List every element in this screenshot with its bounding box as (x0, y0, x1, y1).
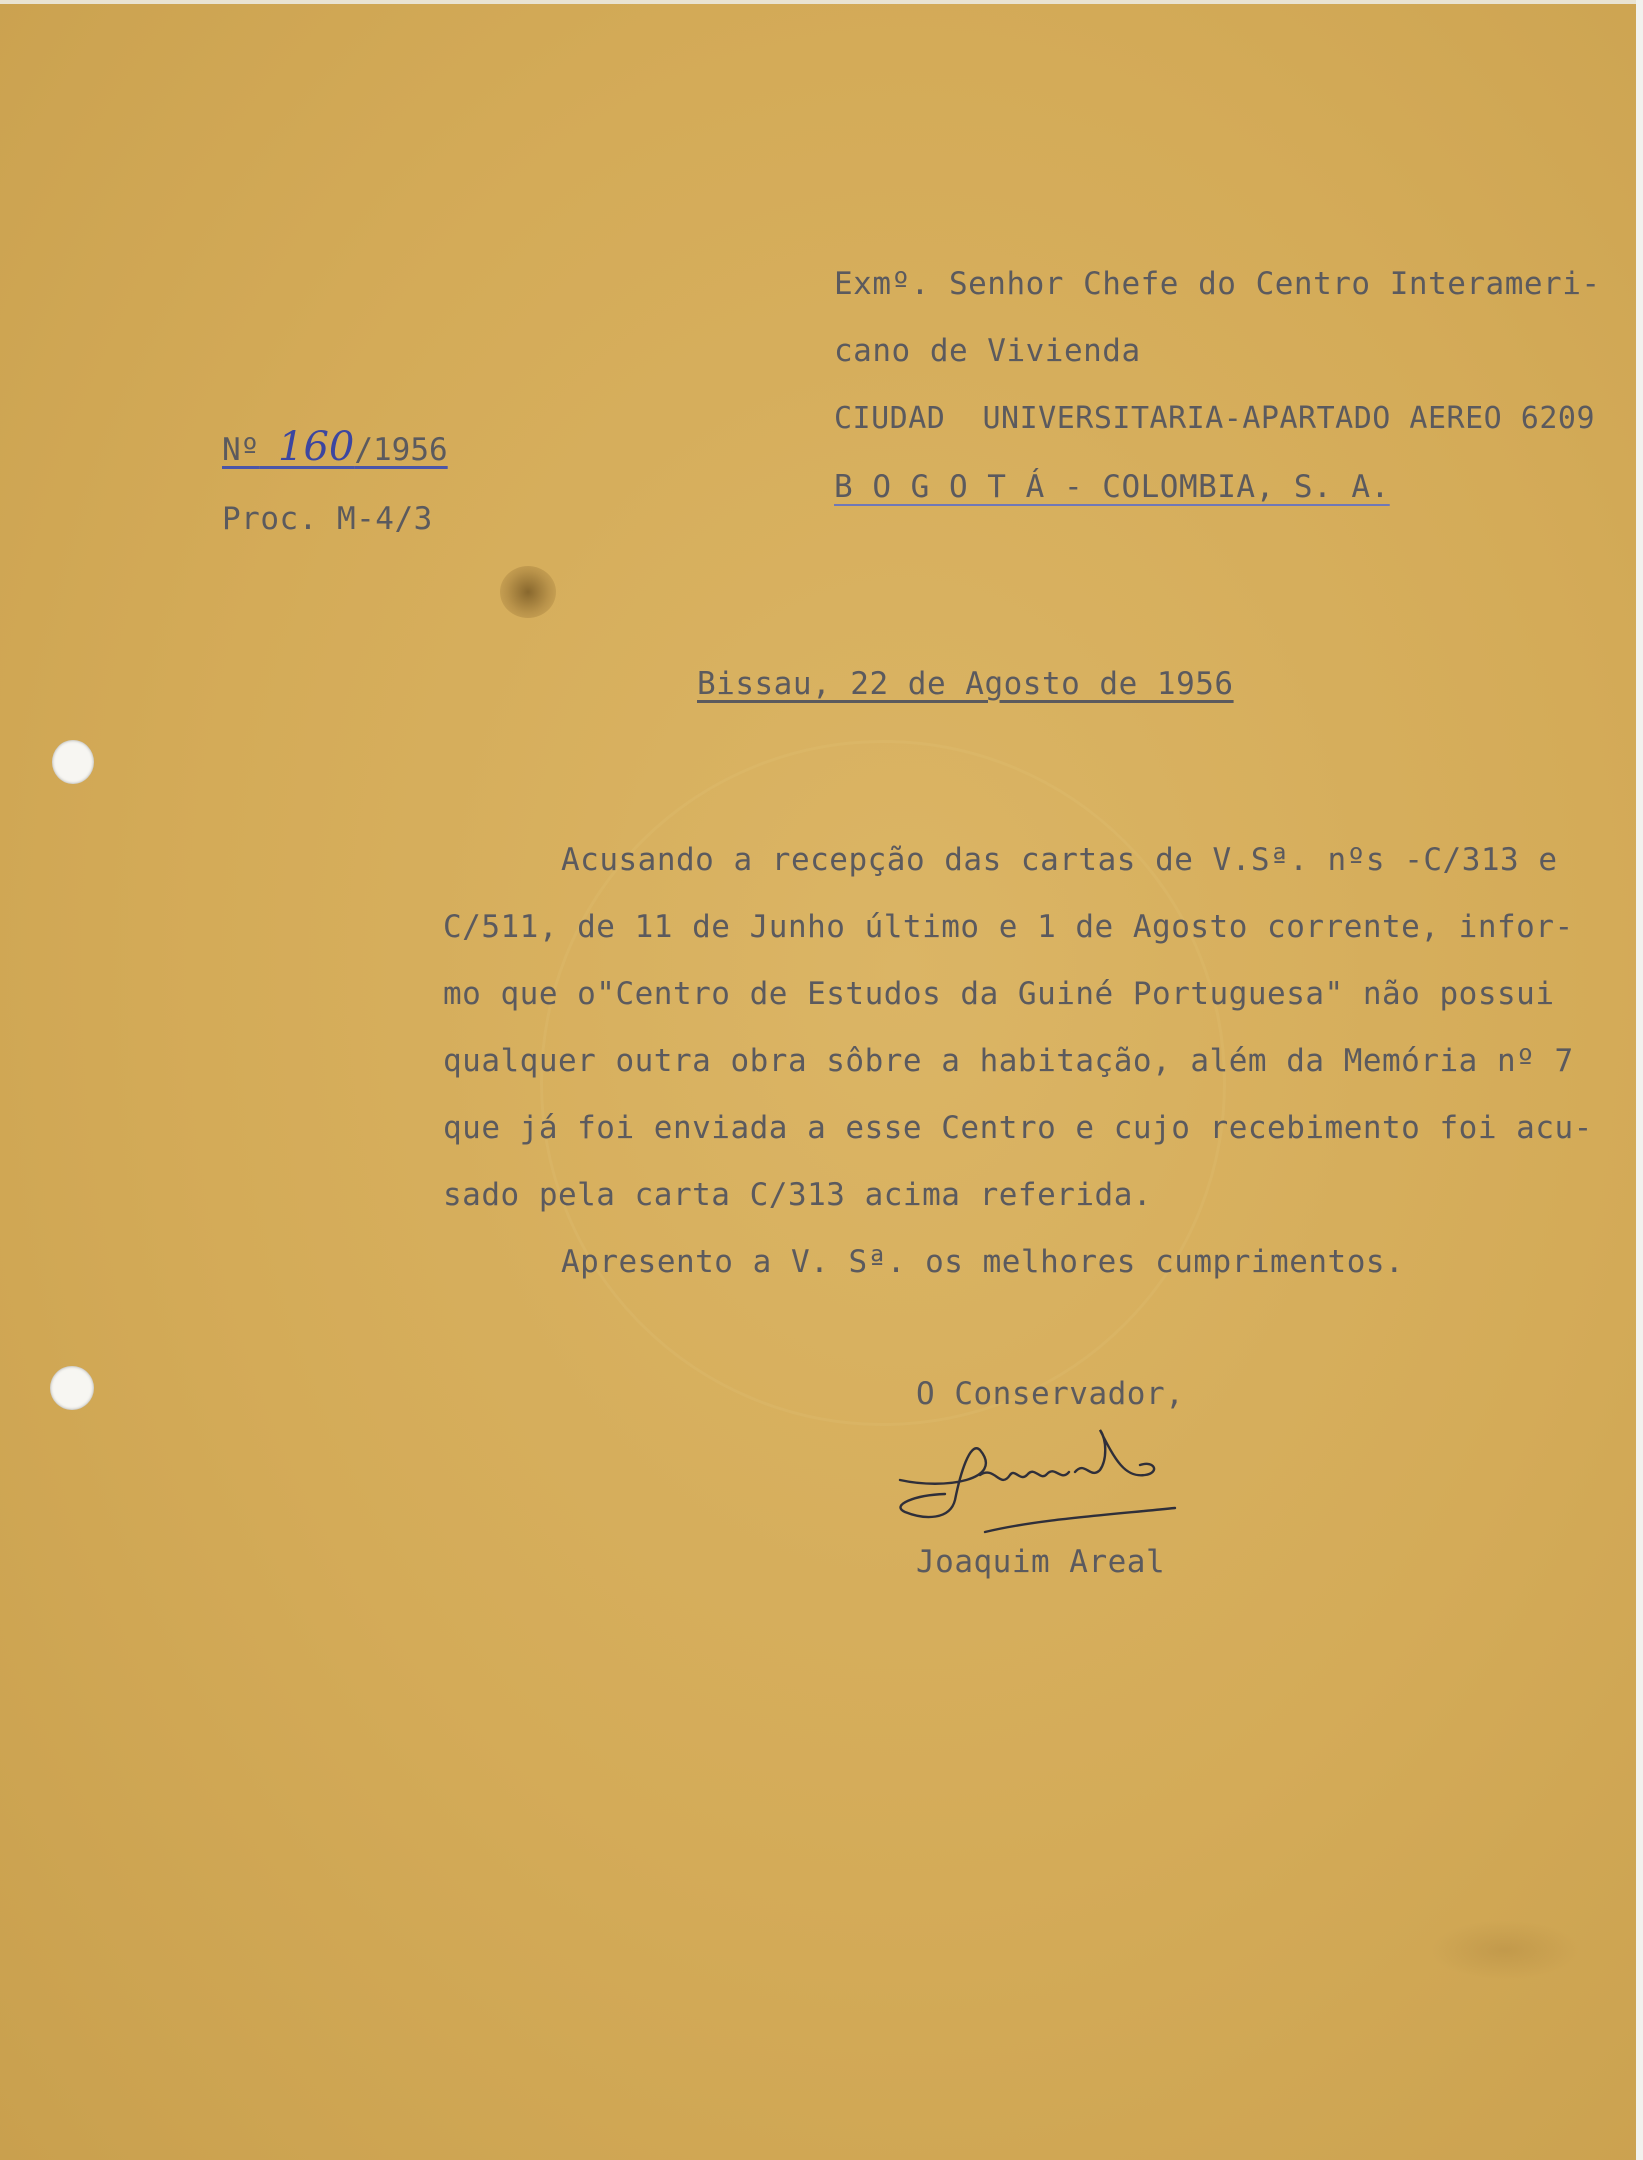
addressee-line-3: CIUDAD UNIVERSITARIA-APARTADO AEREO 6209 (834, 401, 1596, 436)
body-line-4: qualquer outra obra sôbre a habitação, além da Memória nº 7 (443, 1043, 1574, 1079)
paper-right-edge (1636, 0, 1643, 2160)
reference-year: /1956 (354, 432, 448, 468)
body-line-2: C/511, de 11 de Junho último e 1 de Agosto corrente, infor- (443, 909, 1574, 945)
punch-hole-bottom (50, 1366, 94, 1410)
closing-line: Apresento a V. Sª. os melhores cumprimentos. (561, 1244, 1405, 1280)
signatory-name: Joaquim Areal (916, 1544, 1166, 1580)
reference-prefix: Nº (222, 432, 260, 468)
body-line-5: que já foi enviada a esse Centro e cujo recebimento foi acu- (443, 1110, 1593, 1146)
addressee-line-1: Exmº. Senhor Chefe do Centro Interameri- (834, 266, 1601, 302)
body-line-3: mo que o"Centro de Estudos da Guiné Portuguesa" não possui (443, 976, 1555, 1012)
date-line: Bissau, 22 de Agosto de 1956 (697, 666, 1234, 702)
process-reference: Proc. M-4/3 (222, 501, 433, 537)
ink-stain (500, 566, 556, 618)
reference-number (222, 424, 448, 470)
paper-top-edge (0, 0, 1643, 4)
punch-hole-top (52, 740, 94, 784)
handwritten-signature (885, 1420, 1185, 1540)
signatory-title: O Conservador, (916, 1376, 1185, 1412)
addressee-line-4: B O G O T Á - COLOMBIA, S. A. (834, 469, 1390, 505)
reference-handwritten-number: 160 (278, 424, 355, 470)
paper-stain (1430, 1920, 1580, 1980)
body-line-1: Acusando a recepção das cartas de V.Sª. nºs -C/313 e (561, 842, 1558, 878)
addressee-line-2: cano de Vivienda (834, 333, 1141, 369)
body-line-6: sado pela carta C/313 acima referida. (443, 1177, 1153, 1213)
